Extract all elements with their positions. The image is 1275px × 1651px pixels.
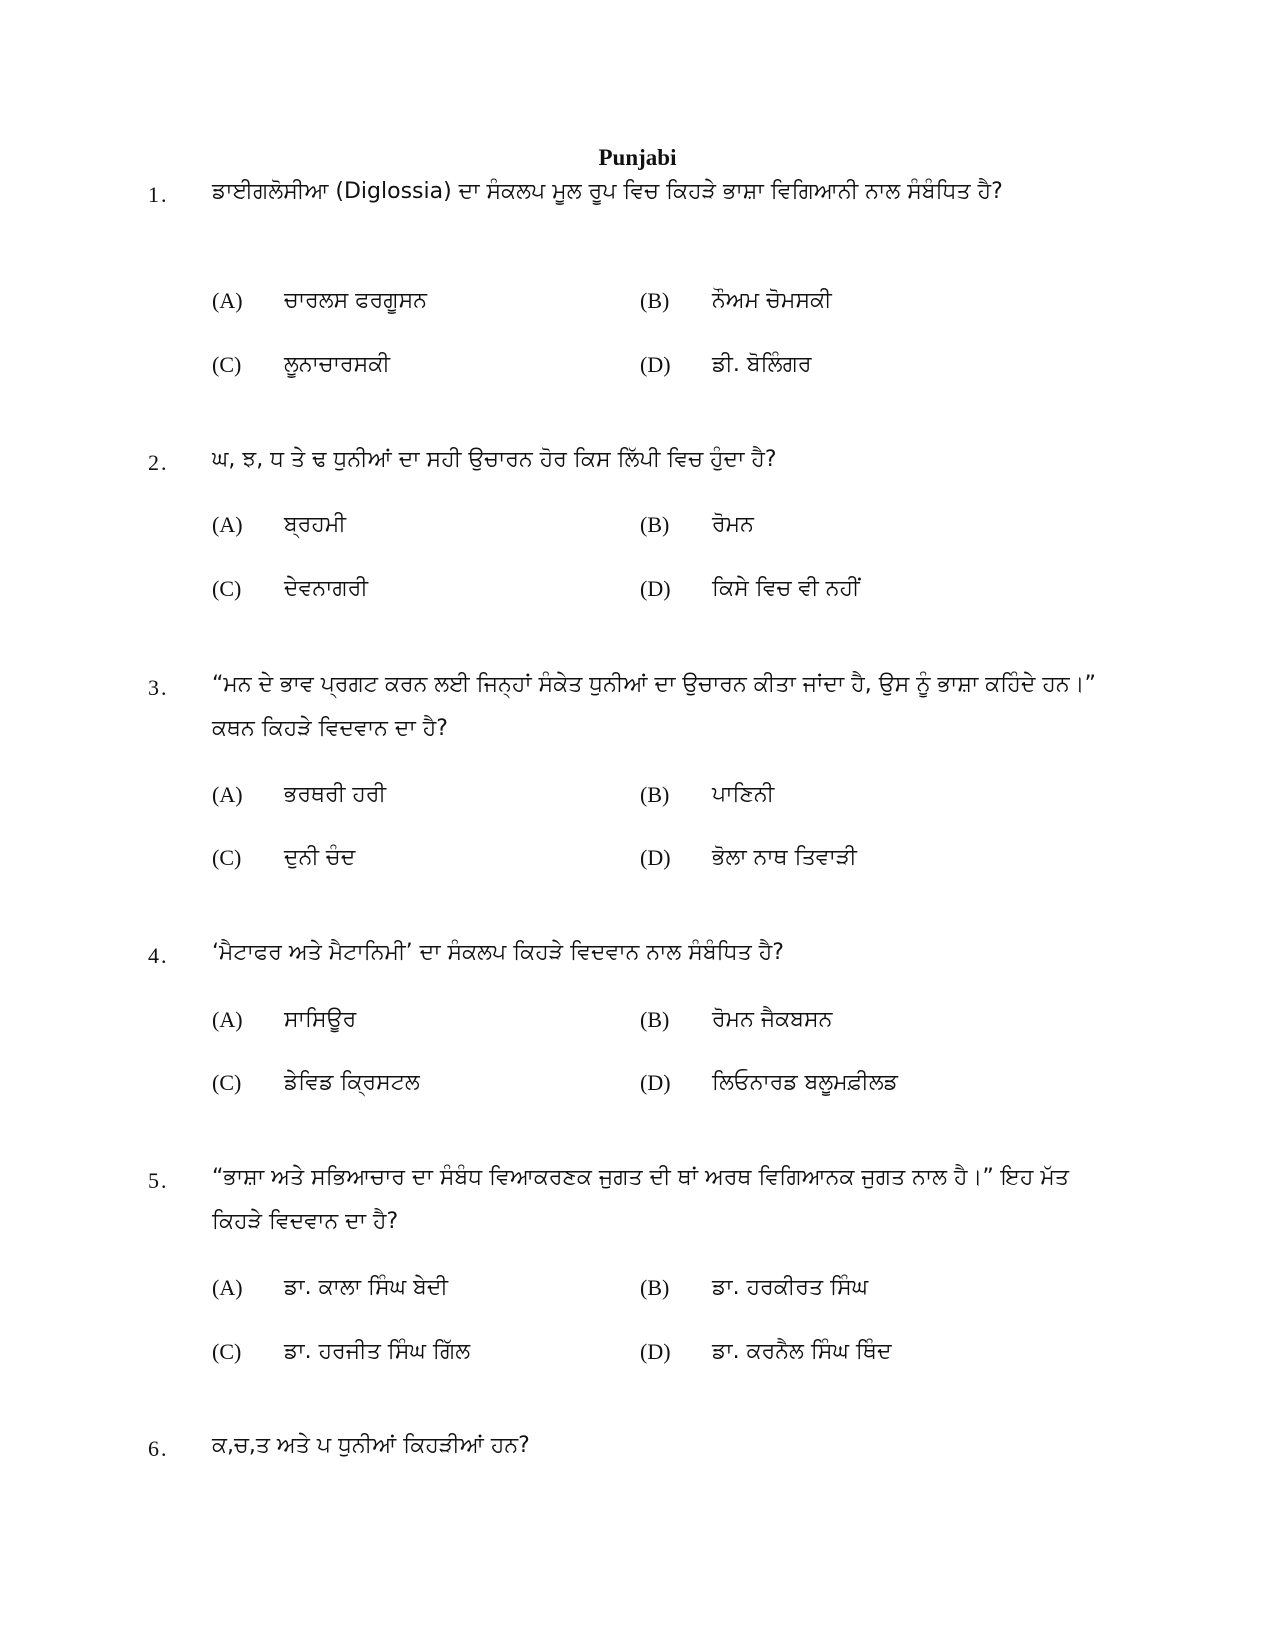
question-4-option-c-text: ਡੇਵਿਡ ਕ੍ਰਿਸਟਲ: [284, 1070, 420, 1095]
question-1-number: 1.: [148, 182, 169, 207]
question-5-option-b-text: ਡਾ. ਹਰਕੀਰਤ ਸਿੰਘ: [712, 1275, 869, 1300]
question-5-option-a-text: ਡਾ. ਕਾਲਾ ਸਿੰਘ ਬੇਦੀ: [284, 1275, 449, 1300]
question-4-option-b-letter: (B): [640, 1007, 670, 1032]
question-3-option-d-letter: (D): [640, 845, 671, 870]
question-2-number: 2.: [148, 450, 169, 475]
question-2-option-d-text: ਕਿਸੇ ਵਿਚ ਵੀ ਨਹੀਂ: [712, 576, 860, 601]
question-2-option-b-text: ਰੋਮਨ: [712, 512, 754, 537]
question-4-option-d-text: ਲਿਓਨਾਰਡ ਬਲੂਮਫ਼ੀਲਡ: [712, 1070, 898, 1095]
question-3-number: 3.: [148, 675, 169, 700]
question-1-option-b-letter: (B): [640, 288, 670, 313]
question-4-option-a-text: ਸਾਸਿਊਰ: [284, 1007, 357, 1032]
question-1-option-c-text: ਲੂਨਾਚਾਰਸਕੀ: [284, 352, 390, 377]
page-title: Punjabi: [598, 145, 677, 170]
question-5-option-b-letter: (B): [640, 1275, 670, 1300]
question-1-option-a-letter: (A): [212, 288, 243, 313]
question-3-option-b-letter: (B): [640, 782, 670, 807]
question-1-option-b-text: ਨੌਅਮ ਚੋਮਸਕੀ: [712, 288, 832, 313]
question-2-option-c-letter: (C): [212, 576, 242, 601]
question-4-option-d-letter: (D): [640, 1070, 671, 1095]
question-3-option-c-text: ਦੁਨੀ ਚੰਦ: [284, 845, 356, 870]
question-5-option-d-text: ਡਾ. ਕਰਨੈਲ ਸਿੰਘ ਥਿੰਦ: [712, 1339, 892, 1364]
question-2-option-d-letter: (D): [640, 576, 671, 601]
question-1-option-a-text: ਚਾਰਲਸ ਫਰਗੂਸਨ: [284, 288, 427, 313]
question-6-text: ਕ,ਚ,ਤ ਅਤੇ ਪ ਧੁਨੀਆਂ ਕਿਹੜੀਆਂ ਹਨ?: [212, 1433, 530, 1458]
question-1-option-d-text: ਡੀ. ਬੋਲਿੰਗਰ: [712, 352, 812, 377]
question-2-option-b-letter: (B): [640, 512, 670, 537]
question-5-option-a-letter: (A): [212, 1275, 243, 1300]
question-3-option-c-letter: (C): [212, 845, 242, 870]
question-5-text: “ਭਾਸ਼ਾ ਅਤੇ ਸਭਿਆਚਾਰ ਦਾ ਸੰਬੰਧ ਵਿਆਕਰਣਕ ਜੁਗਤ ਦੀ ਥਾਂ ਅਰਥ ਵਿਗਿਆਨਕ ਜੁਗਤ ਨਾਲ ਹੈ।” ਇਹ ਮੱਤ ਕਿਹੜੇ ਵਿਦਵਾਨ ਦਾ ਹੈ?: [212, 1165, 1069, 1234]
question-5-option-c-text: ਡਾ. ਹਰਜੀਤ ਸਿੰਘ ਗਿੱਲ: [284, 1339, 471, 1364]
question-4-option-c-letter: (C): [212, 1070, 242, 1095]
question-1-text: ਡਾਈਗਲੋਸੀਆ (Diglossia) ਦਾ ਸੰਕਲਪ ਮੂਲ ਰੂਪ ਵਿਚ ਕਿਹੜੇ ਭਾਸ਼ਾ ਵਿਗਿਆਨੀ ਨਾਲ ਸੰਬੰਧਿਤ ਹੈ?: [212, 179, 1003, 204]
question-4-option-b-text: ਰੋਮਨ ਜੈਕਬਸਨ: [712, 1007, 833, 1032]
question-3-text: “ਮਨ ਦੇ ਭਾਵ ਪ੍ਰਗਟ ਕਰਨ ਲਈ ਜਿਨ੍ਹਾਂ ਸੰਕੇਤ ਧੁਨੀਆਂ ਦਾ ਉਚਾਰਨ ਕੀਤਾ ਜਾਂਦਾ ਹੈ, ਉਸ ਨੂੰ ਭਾਸ਼ਾ ਕਹਿੰਦੇ ਹਨ।” ਕਥਨ ਕਿਹੜੇ ਵਿਦਵਾਨ ਦਾ ਹੈ?: [212, 672, 1096, 741]
question-5-option-c-letter: (C): [212, 1339, 242, 1364]
question-6-number: 6.: [148, 1436, 169, 1461]
question-5-option-d-letter: (D): [640, 1339, 671, 1364]
question-2-text: ਘ, ਝ, ਧ ਤੇ ਢ ਧੁਨੀਆਂ ਦਾ ਸਹੀ ਉਚਾਰਨ ਹੋਰ ਕਿਸ ਲਿੱਪੀ ਵਿਚ ਹੁੰਦਾ ਹੈ?: [212, 447, 777, 472]
question-3-option-b-text: ਪਾਣਿਨੀ: [712, 782, 775, 807]
question-3-option-a-text: ਭਰਥਰੀ ਹਰੀ: [284, 782, 387, 807]
question-4-text: ‘ਮੈਟਾਫਰ ਅਤੇ ਮੈਟਾਨਿਮੀ’ ਦਾ ਸੰਕਲਪ ਕਿਹੜੇ ਵਿਦਵਾਨ ਨਾਲ ਸੰਬੰਧਿਤ ਹੈ?: [212, 940, 784, 965]
question-4-number: 4.: [148, 943, 169, 968]
question-2-option-c-text: ਦੇਵਨਾਗਰੀ: [284, 576, 368, 601]
question-2-option-a-letter: (A): [212, 512, 243, 537]
question-2-option-a-text: ਬ੍ਰਹਮੀ: [284, 512, 346, 537]
question-3-option-a-letter: (A): [212, 782, 243, 807]
question-5-number: 5.: [148, 1168, 169, 1193]
question-1-option-d-letter: (D): [640, 352, 671, 377]
question-3-option-d-text: ਭੋਲਾ ਨਾਥ ਤਿਵਾੜੀ: [712, 845, 857, 870]
question-4-option-a-letter: (A): [212, 1007, 243, 1032]
question-1-option-c-letter: (C): [212, 352, 242, 377]
